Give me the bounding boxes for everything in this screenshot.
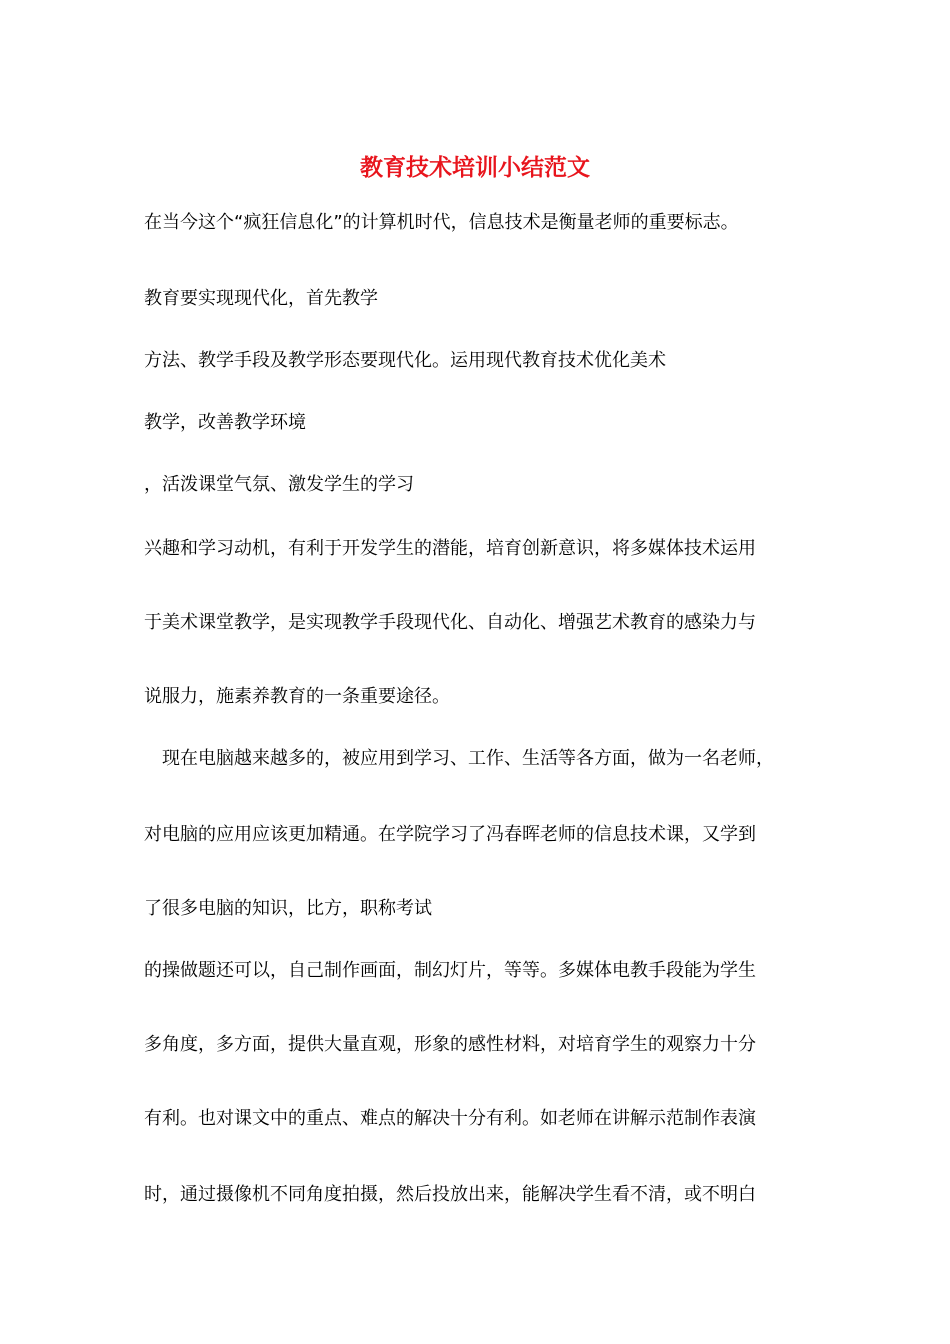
paragraph-line-2: 教育要实现现代化，首先教学 — [144, 288, 378, 309]
paragraph-line-5: ，活泼课堂气氛、激发学生的学习 — [144, 474, 414, 495]
paragraph-line-15: 时，通过摄像机不同角度拍摄，然后投放出来，能解决学生看不清，或不明白 — [144, 1184, 756, 1205]
document-title: 教育技术培训小结范文 — [360, 154, 590, 181]
paragraph-line-8: 说服力，施素养教育的一条重要途径。 — [144, 686, 450, 707]
paragraph-line-4: 教学，改善教学环境 — [144, 412, 306, 433]
paragraph-line-14: 有利。也对课文中的重点、难点的解决十分有利。如老师在讲解示范制作表演 — [144, 1108, 756, 1129]
paragraph-line-7: 于美术课堂教学，是实现教学手段现代化、自动化、增强艺术教育的感染力与 — [144, 612, 756, 633]
paragraph-line-1: 在当今这个“疯狂信息化”的计算机时代，信息技术是衡量老师的重要标志。 — [144, 212, 739, 233]
paragraph-line-10: 对电脑的应用应该更加精通。在学院学习了冯春晖老师的信息技术课，又学到 — [144, 824, 756, 845]
paragraph-line-12: 的操做题还可以，自己制作画面，制幻灯片，等等。多媒体电教手段能为学生 — [144, 960, 756, 981]
paragraph-line-11: 了很多电脑的知识，比方，职称考试 — [144, 898, 432, 919]
paragraph-line-9: 现在电脑越来越多的，被应用到学习、工作、生活等各方面，做为一名老师， — [144, 748, 774, 769]
paragraph-line-3: 方法、教学手段及教学形态要现代化。运用现代教育技术优化美术 — [144, 350, 666, 371]
paragraph-line-6: 兴趣和学习动机，有利于开发学生的潜能，培育创新意识，将多媒体技术运用 — [144, 538, 756, 559]
paragraph-line-13: 多角度，多方面，提供大量直观，形象的感性材料，对培育学生的观察力十分 — [144, 1034, 756, 1055]
